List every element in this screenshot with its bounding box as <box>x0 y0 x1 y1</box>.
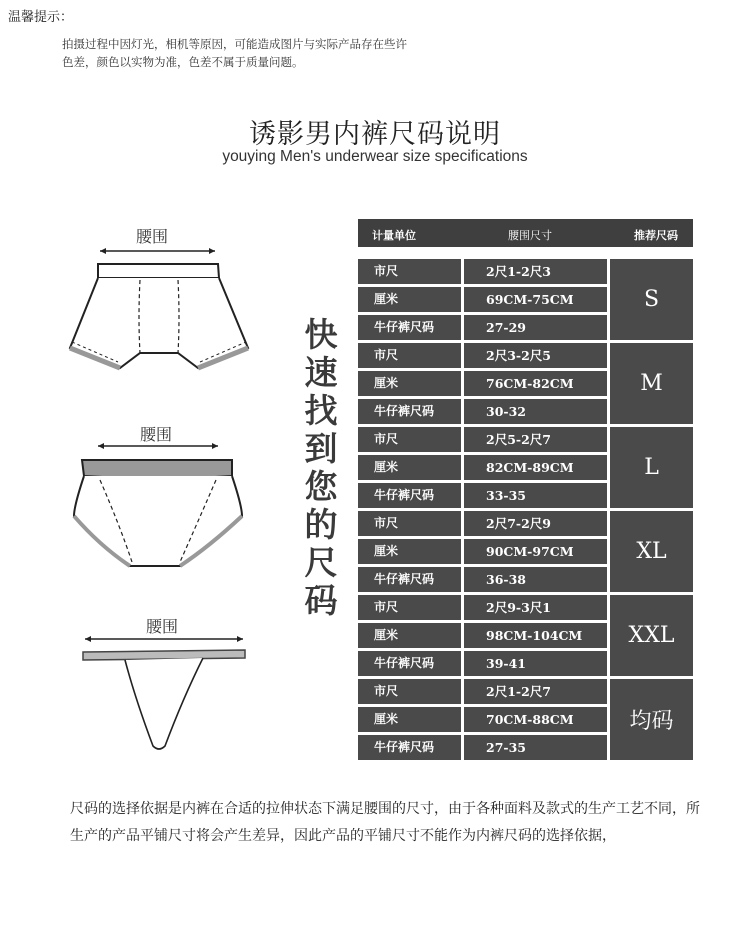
recommended-size-cell: L <box>610 427 693 508</box>
unit-cell: 厘米 <box>358 287 461 312</box>
waist-value-cell: 36-38 <box>464 567 607 592</box>
table-header <box>358 219 693 247</box>
size-explanation: 尺码的选择依据是内裤在合适的拉伸状态下满足腰围的尺寸，由于各种面料及款式的生产工艺不同，所生产的产品平铺尺寸将会产生差异，因此产品的平铺尺寸不能作为内裤尺码的选择依据， <box>70 801 700 844</box>
unit-cell: 市尺 <box>358 427 461 452</box>
slogan-char: 您 <box>304 467 338 506</box>
waist-value-cell: 27-35 <box>464 735 607 760</box>
waist-value-cell: 69CM-75CM <box>464 287 607 312</box>
waist-value-cell: 90CM-97CM <box>464 539 607 564</box>
header-unit: 计量单位 <box>372 229 416 242</box>
recommended-size-cell: M <box>610 343 693 424</box>
size-group <box>358 259 693 341</box>
unit-cell: 牛仔裤尺码 <box>358 567 461 592</box>
size-group <box>358 427 693 509</box>
waist-value-cell: 27-29 <box>464 315 607 340</box>
unit-cell: 厘米 <box>358 539 461 564</box>
waist-label-boxer: 腰围 <box>136 227 169 246</box>
waist-value-cell: 2尺3-2尺5 <box>464 343 607 368</box>
size-group <box>358 511 693 593</box>
boxer-briefs-illustration <box>60 238 260 383</box>
unit-cell: 牛仔裤尺码 <box>358 399 461 424</box>
unit-cell: 市尺 <box>358 595 461 620</box>
header-size: 推荐尺码 <box>634 229 678 242</box>
unit-cell: 牛仔裤尺码 <box>358 483 461 508</box>
header-waist: 腰围尺寸 <box>508 229 552 242</box>
unit-cell: 市尺 <box>358 259 461 284</box>
vertical-slogan <box>300 316 342 620</box>
page-subtitle: youying Men's underwear size specifications <box>222 148 528 165</box>
unit-cell: 牛仔裤尺码 <box>358 651 461 676</box>
waist-label-thong: 腰围 <box>146 617 179 636</box>
waist-value-cell: 98CM-104CM <box>464 623 607 648</box>
unit-cell: 市尺 <box>358 679 461 704</box>
unit-cell: 牛仔裤尺码 <box>358 315 461 340</box>
waist-value-cell: 2尺7-2尺9 <box>464 511 607 536</box>
recommended-size-cell: XXL <box>610 595 693 676</box>
size-group <box>358 343 693 425</box>
waist-value-cell: 33-35 <box>464 483 607 508</box>
notice-line-1: 拍摄过程中因灯光，相机等原因，可能造成图片与实际产品存在些许 <box>62 37 407 51</box>
waist-value-cell: 82CM-89CM <box>464 455 607 480</box>
recommended-size-cell: 均码 <box>610 679 693 760</box>
waist-value-cell: 76CM-82CM <box>464 371 607 396</box>
slogan-char: 码 <box>304 581 338 620</box>
slogan-char: 找 <box>304 391 338 430</box>
thong-illustration <box>75 628 255 758</box>
slogan-char: 的 <box>304 505 338 544</box>
slogan-char: 速 <box>304 353 338 392</box>
size-group <box>358 679 693 761</box>
waist-value-cell: 2尺5-2尺7 <box>464 427 607 452</box>
unit-cell: 市尺 <box>358 511 461 536</box>
recommended-size-cell: S <box>610 259 693 340</box>
waist-value-cell: 30-32 <box>464 399 607 424</box>
waist-value-cell: 70CM-88CM <box>464 707 607 732</box>
unit-cell: 市尺 <box>358 343 461 368</box>
waist-value-cell: 2尺1-2尺3 <box>464 259 607 284</box>
slogan-char: 到 <box>304 429 338 468</box>
notice-title: 温馨提示： <box>8 10 74 25</box>
size-group <box>358 595 693 677</box>
slogan-char: 快 <box>304 315 338 354</box>
waist-value-cell: 39-41 <box>464 651 607 676</box>
slogan-char: 尺 <box>304 543 338 582</box>
recommended-size-cell: XL <box>610 511 693 592</box>
waist-value-cell: 2尺1-2尺7 <box>464 679 607 704</box>
unit-cell: 厘米 <box>358 455 461 480</box>
briefs-illustration <box>60 436 260 576</box>
unit-cell: 厘米 <box>358 707 461 732</box>
page-title: 诱影男内裤尺码说明 <box>249 119 501 150</box>
notice-line-2: 色差，颜色以实物为准，色差不属于质量问题。 <box>62 55 304 69</box>
waist-value-cell: 2尺9-3尺1 <box>464 595 607 620</box>
unit-cell: 牛仔裤尺码 <box>358 735 461 760</box>
unit-cell: 厘米 <box>358 371 461 396</box>
waist-label-briefs: 腰围 <box>140 425 173 444</box>
unit-cell: 厘米 <box>358 623 461 648</box>
